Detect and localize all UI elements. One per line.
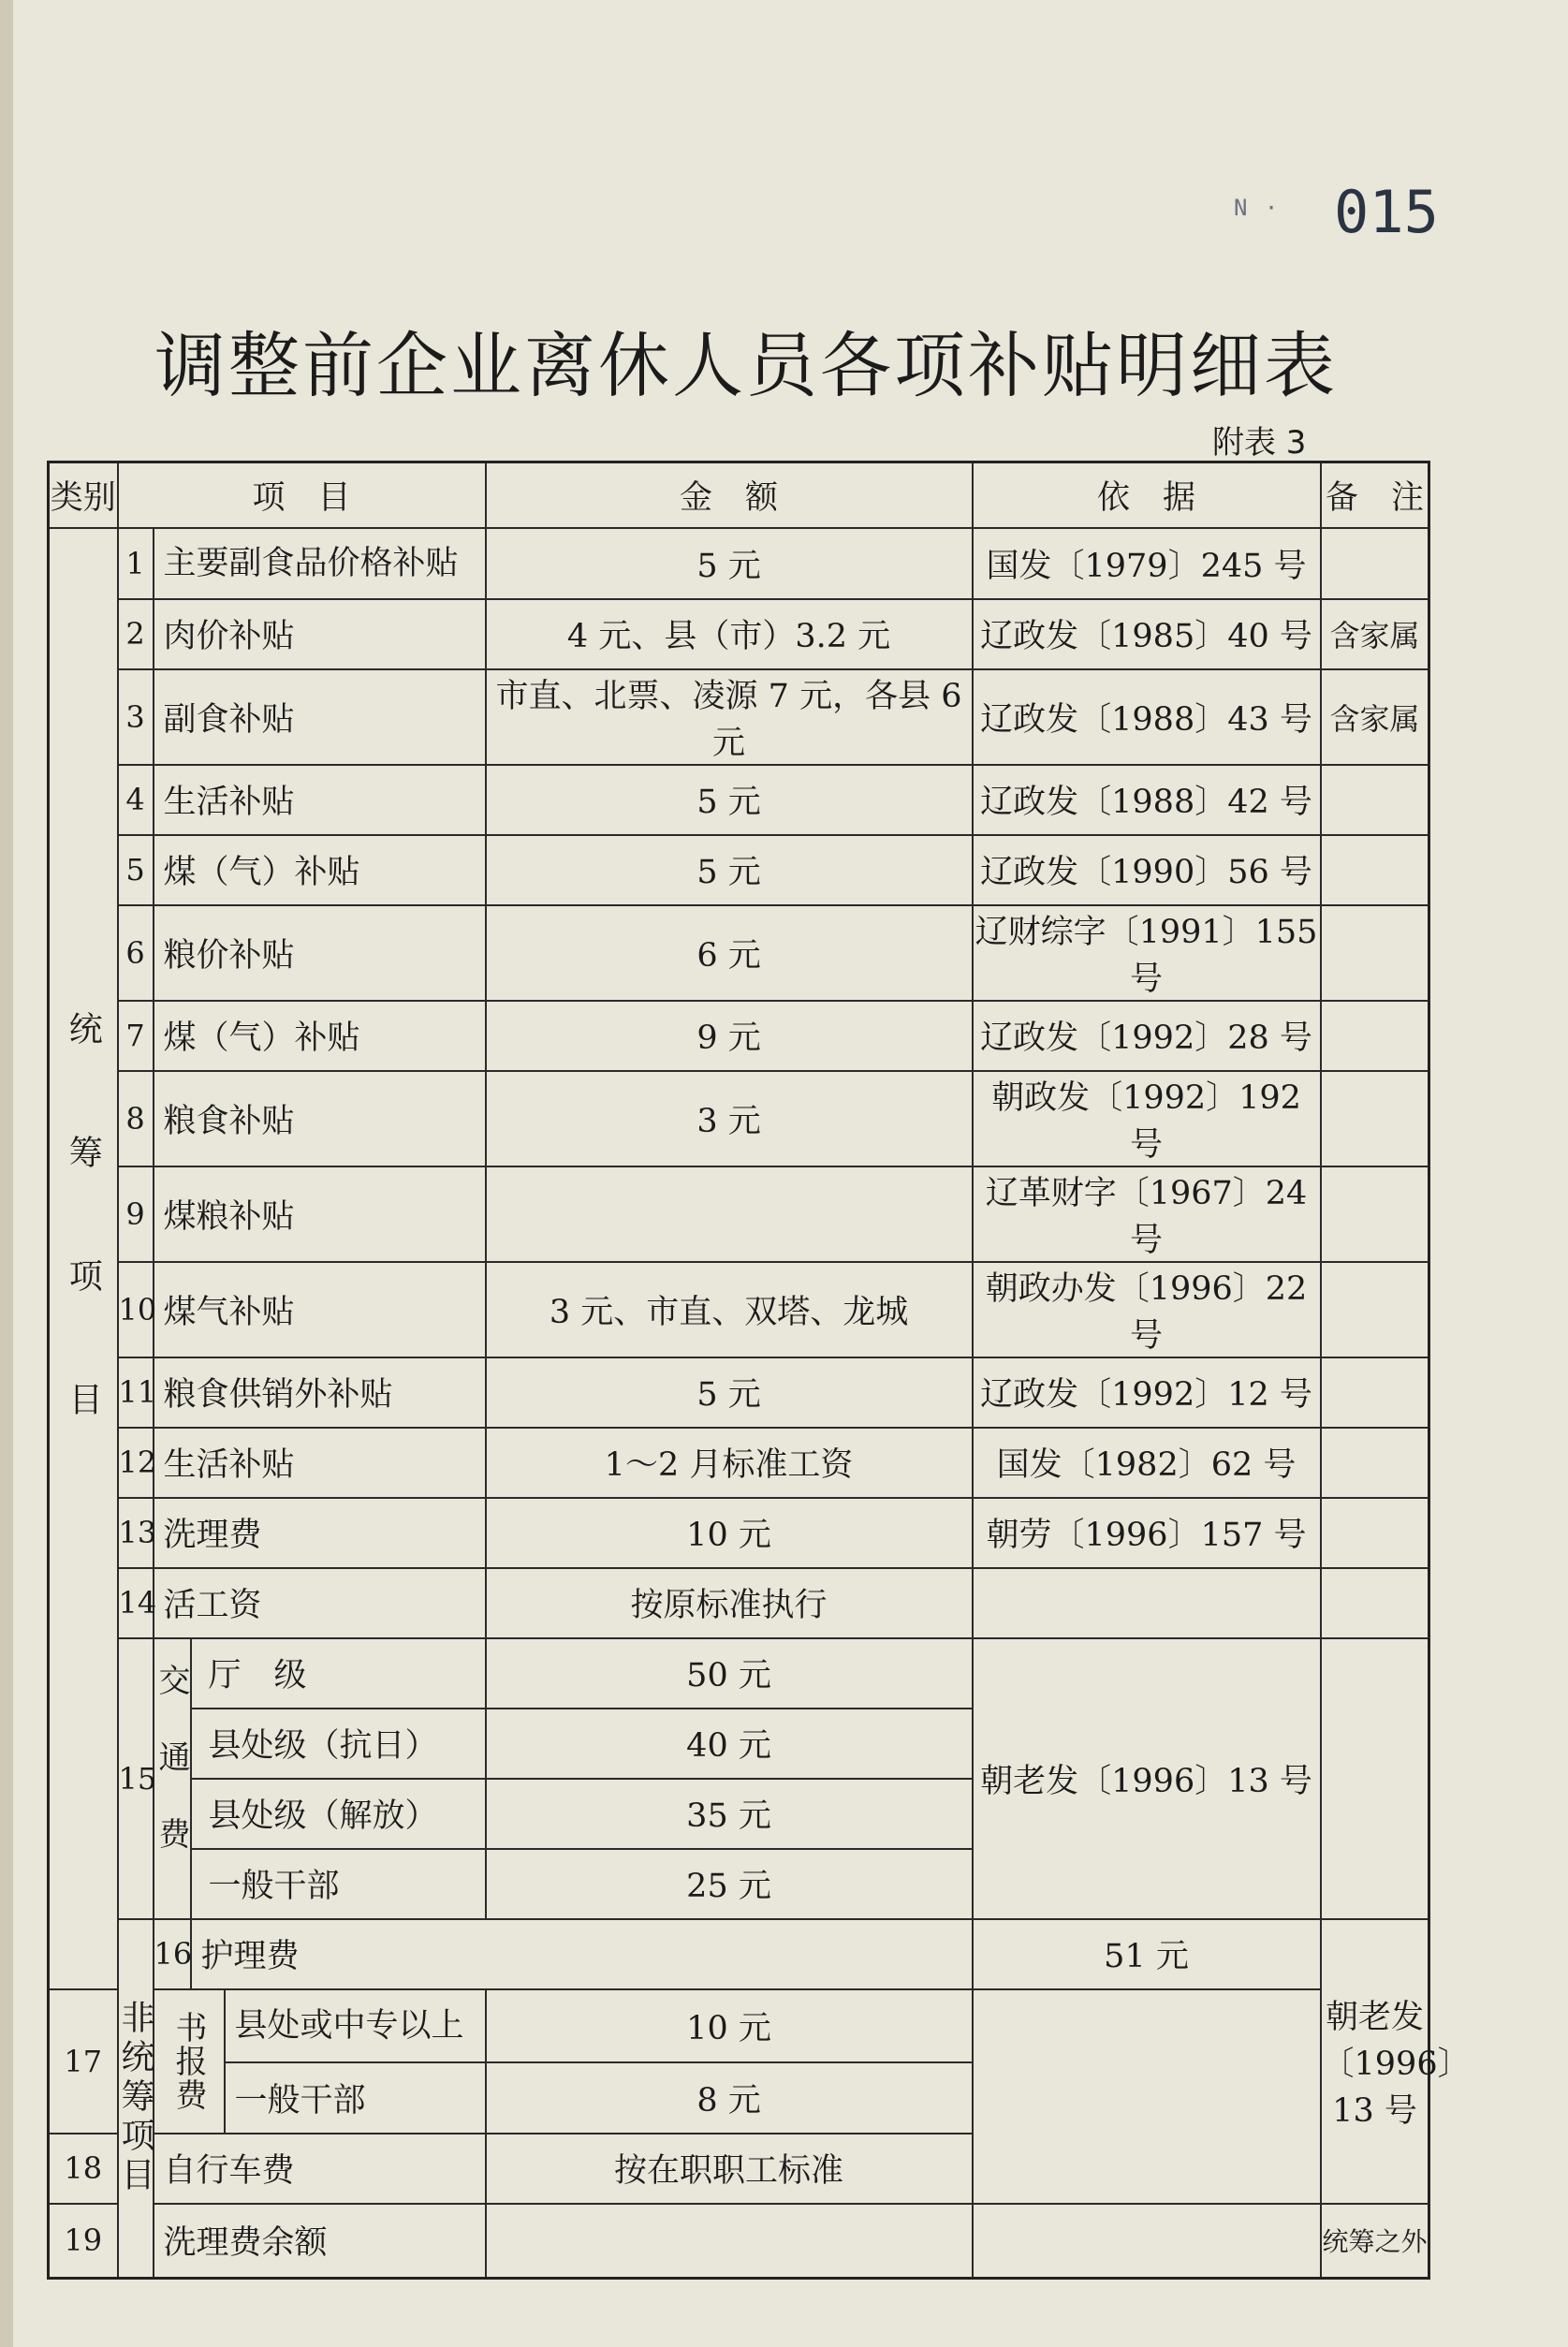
row-item: 生活补贴	[154, 1428, 486, 1498]
row-number: 12	[118, 1428, 154, 1498]
page-spine	[0, 0, 13, 2347]
row-amount: 10 元	[486, 1498, 973, 1568]
transport-remark	[1321, 1638, 1429, 1919]
transport-level: 县处级（抗日）	[191, 1709, 486, 1779]
table-row	[49, 2204, 1429, 2279]
row-item: 活工资	[154, 1568, 486, 1638]
transport-level: 一般干部	[191, 1849, 486, 1919]
row-remark: 统筹之外	[1321, 2204, 1429, 2279]
row-remark	[1321, 835, 1429, 905]
row-basis: 国发〔1979〕245 号	[973, 528, 1321, 599]
row-item: 洗理费余额	[154, 2204, 486, 2279]
row-item: 生活补贴	[154, 765, 486, 835]
row-basis: 辽政发〔1992〕12 号	[973, 1357, 1321, 1428]
row-basis: 辽政发〔1992〕28 号	[973, 1001, 1321, 1071]
category-pooled	[49, 528, 118, 1989]
transport-level: 县处级（解放）	[191, 1779, 486, 1849]
row-remark	[1321, 1071, 1429, 1166]
transport-basis: 朝老发〔1996〕13 号	[973, 1638, 1321, 1919]
transport-amount: 40 元	[486, 1709, 973, 1779]
row-amount: 1～2 月标准工资	[486, 1428, 973, 1498]
table-row	[49, 765, 1429, 835]
row-number: 18	[49, 2134, 118, 2204]
row-item: 自行车费	[154, 2134, 486, 2204]
table-row	[49, 2062, 1429, 2134]
row-item: 肉价补贴	[154, 599, 486, 669]
transport-amount: 50 元	[486, 1638, 973, 1709]
table-row	[49, 1498, 1429, 1568]
row-basis	[973, 1568, 1321, 1638]
row-amount: 市直、北票、凌源 7 元，各县 6 元	[486, 669, 973, 765]
non-pooled-basis: 朝老发〔1996〕13 号	[1321, 1919, 1429, 2204]
row-basis: 辽革财字〔1967〕24 号	[973, 1166, 1321, 1262]
row-number: 16	[154, 1919, 191, 1989]
row-item: 粮食补贴	[154, 1071, 486, 1166]
books-amount: 8 元	[486, 2062, 973, 2134]
transport-amount: 25 元	[486, 1849, 973, 1919]
table-row	[49, 1357, 1429, 1428]
row-amount: 3 元、市直、双塔、龙城	[486, 1262, 973, 1357]
row-number: 14	[118, 1568, 154, 1638]
category-non-pooled-label: 非统筹项目	[116, 2000, 154, 2197]
row-remark	[1321, 1498, 1429, 1568]
transport-label: 交通费	[154, 1638, 191, 1919]
row-remark	[1321, 905, 1429, 1001]
row-amount	[486, 2204, 973, 2279]
row-basis	[973, 2204, 1321, 2279]
row-amount: 5 元	[486, 1357, 973, 1428]
row-number: 11	[118, 1357, 154, 1428]
table-row	[49, 905, 1429, 1001]
table-row	[49, 1071, 1429, 1166]
table-row	[49, 2134, 1429, 2204]
row-item: 粮食供销外补贴	[154, 1357, 486, 1428]
row-number: 8	[118, 1071, 154, 1166]
row-amount: 3 元	[486, 1071, 973, 1166]
row-number: 6	[118, 905, 154, 1001]
table-row	[49, 1638, 1429, 1709]
row-amount: 5 元	[486, 765, 973, 835]
table-row	[49, 1001, 1429, 1071]
row-basis: 朝劳〔1996〕157 号	[973, 1498, 1321, 1568]
row-basis: 辽政发〔1988〕42 号	[973, 765, 1321, 835]
row-item: 煤粮补贴	[154, 1166, 486, 1262]
table-row	[49, 1262, 1429, 1357]
row-number: 10	[118, 1262, 154, 1357]
row-number: 19	[49, 2204, 118, 2279]
row-item: 护理费	[191, 1919, 973, 1989]
row-amount: 按原标准执行	[486, 1568, 973, 1638]
books-level: 县处或中专以上	[225, 1989, 486, 2062]
books-level: 一般干部	[225, 2062, 486, 2134]
header-item: 项 目	[118, 462, 486, 528]
row-basis: 辽政发〔1985〕40 号	[973, 599, 1321, 669]
category-pooled-label: 统筹项目	[64, 1011, 103, 1505]
header-amount: 金 额	[486, 462, 973, 528]
row-number: 2	[118, 599, 154, 669]
row-amount: 按在职职工标准	[486, 2134, 973, 2204]
row-number: 5	[118, 835, 154, 905]
table-row	[49, 669, 1429, 765]
header-basis: 依 据	[973, 462, 1321, 528]
transport-amount: 35 元	[486, 1779, 973, 1849]
row-number: 1	[118, 528, 154, 599]
table-row	[49, 1568, 1429, 1638]
books-amount: 10 元	[486, 1989, 973, 2062]
subsidy-table	[47, 461, 1471, 2280]
stamp-mark: N ·	[1234, 195, 1281, 221]
table-row	[49, 1428, 1429, 1498]
table-row	[49, 835, 1429, 905]
row-amount: 51 元	[973, 1919, 1321, 1989]
table-row	[49, 1166, 1429, 1262]
header-category: 类别	[49, 462, 118, 528]
row-basis: 辽政发〔1988〕43 号	[973, 669, 1321, 765]
table-row	[49, 528, 1429, 599]
row-number: 3	[118, 669, 154, 765]
table-row	[49, 1989, 1429, 2062]
document-title: 调整前企业离休人员各项补贴明细表	[154, 324, 1338, 407]
appendix-label: 附表 3	[1212, 424, 1307, 462]
row-amount: 9 元	[486, 1001, 973, 1071]
row-remark	[1321, 1357, 1429, 1428]
row-amount	[486, 1166, 973, 1262]
row-amount: 5 元	[486, 528, 973, 599]
row-basis: 朝政办发〔1996〕22 号	[973, 1262, 1321, 1357]
header-remark: 备 注	[1321, 462, 1429, 528]
row-remark: 含家属	[1321, 669, 1429, 765]
row-item: 主要副食品价格补贴	[154, 528, 486, 599]
row-basis: 辽财综字〔1991〕155 号	[973, 905, 1321, 1001]
category-non-pooled	[118, 1919, 154, 2279]
row-number: 7	[118, 1001, 154, 1071]
row-basis: 辽政发〔1990〕56 号	[973, 835, 1321, 905]
transport-level: 厅 级	[191, 1638, 486, 1709]
row-remark	[1321, 1001, 1429, 1071]
row-amount: 4 元、县（市）3.2 元	[486, 599, 973, 669]
row-item: 煤气补贴	[154, 1262, 486, 1357]
row-remark	[1321, 1262, 1429, 1357]
row-number: 9	[118, 1166, 154, 1262]
row-number: 4	[118, 765, 154, 835]
row-number: 15	[118, 1638, 154, 1919]
row-item: 洗理费	[154, 1498, 486, 1568]
row-number: 13	[118, 1498, 154, 1568]
row-remark: 含家属	[1321, 599, 1429, 669]
row-remark	[1321, 528, 1429, 599]
row-basis: 国发〔1982〕62 号	[973, 1428, 1321, 1498]
table-row	[49, 599, 1429, 669]
row-item: 副食补贴	[154, 669, 486, 765]
row-remark	[1321, 765, 1429, 835]
row-item: 煤（气）补贴	[154, 1001, 486, 1071]
row-amount: 5 元	[486, 835, 973, 905]
page-number: 015	[1334, 178, 1439, 246]
row-item: 粮价补贴	[154, 905, 486, 1001]
row-remark	[1321, 1166, 1429, 1262]
row-amount: 6 元	[486, 905, 973, 1001]
table-header-row	[49, 462, 1429, 528]
row-remark	[1321, 1568, 1429, 1638]
row-number: 17	[49, 1989, 118, 2134]
row-remark	[1321, 1428, 1429, 1498]
table-row	[49, 1919, 1429, 1989]
row-item: 煤（气）补贴	[154, 835, 486, 905]
row-basis: 朝政发〔1992〕192 号	[973, 1071, 1321, 1166]
books-label: 书报费	[154, 1989, 225, 2134]
